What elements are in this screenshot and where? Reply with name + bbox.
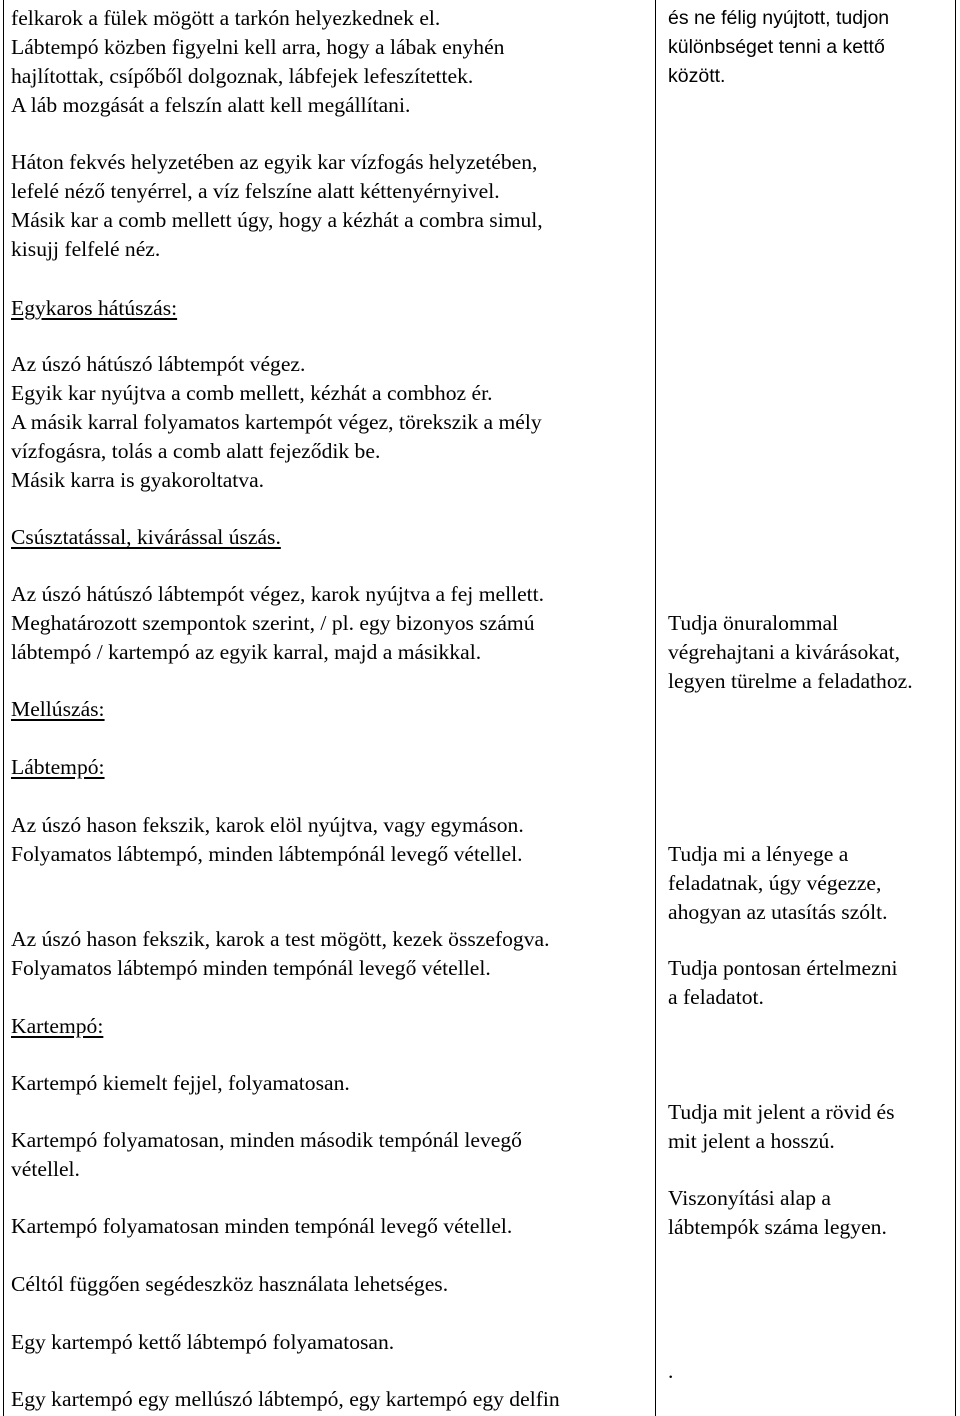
body-text-line: Egyik kar nyújtva a comb mellett, kézhát a combhoz ér. <box>11 381 493 405</box>
body-text-line: Másik kar a comb mellett úgy, hogy a kézhát a combra simul, <box>11 208 543 232</box>
body-text-line: Folyamatos lábtempó, minden lábtempónál levegő vétellel. <box>11 842 523 866</box>
body-text-line: lábtempó / kartempó az egyik karral, majd a másikkal. <box>11 640 482 664</box>
body-text-line: Kartempó folyamatosan minden tempónál levegő vétellel. <box>11 1214 513 1238</box>
body-text-line: Másik karra is gyakoroltatva. <box>11 468 265 492</box>
body-text-line: Az úszó hason fekszik, karok elöl nyújtva, vagy egymáson. <box>11 813 524 837</box>
body-text-line: Céltól függően segédeszköz használata lehetséges. <box>11 1272 449 1296</box>
note-text-line: a feladatot. <box>668 985 764 1009</box>
section-heading-mell: Mellúszás: <box>11 697 105 721</box>
body-text-line: felkarok a fülek mögött a tarkón helyezkednek el. <box>11 6 441 30</box>
note-text-line: különbséget tenni a kettő <box>668 36 885 58</box>
note-text-line: Viszonyítási alap a <box>668 1186 832 1210</box>
note-text-line: Tudja mi a lényege a <box>668 842 849 866</box>
note-text-line: lábtempók száma legyen. <box>668 1215 887 1239</box>
body-text-line: Folyamatos lábtempó minden tempónál levegő vétellel. <box>11 956 491 980</box>
note-text-line: végrehajtani a kivárásokat, <box>668 640 901 664</box>
note-text-line: ahogyan az utasítás szólt. <box>668 900 888 924</box>
body-text-line: lefelé néző tenyérrel, a víz felszíne alatt kéttenyérnyivel. <box>11 179 500 203</box>
note-text-line: között. <box>668 65 726 87</box>
note-text-line: mit jelent a hosszú. <box>668 1129 835 1153</box>
body-text-line: A láb mozgását a felszín alatt kell megállítani. <box>11 93 411 117</box>
body-text-line: Egy kartempó egy mellúszó lábtempó, egy kartempó egy delfin <box>11 1387 560 1411</box>
note-text-line: feladatnak, úgy végezze, <box>668 871 882 895</box>
body-text-line: hajlítottak, csípőből dolgoznak, lábfejek lefeszítettek. <box>11 64 474 88</box>
table-border-right <box>955 0 956 1416</box>
body-text-line: vétellel. <box>11 1157 80 1181</box>
table-column-divider <box>655 0 656 1416</box>
section-heading-csusztatas: Csúsztatással, kivárással úszás. <box>11 525 281 549</box>
section-heading-egykaros: Egykaros hátúszás: <box>11 296 178 320</box>
body-text-line: Lábtempó közben figyelni kell arra, hogy a lábak enyhén <box>11 35 505 59</box>
section-heading-kartempo: Kartempó: <box>11 1014 104 1038</box>
body-text-line: Egy kartempó kettő lábtempó folyamatosan. <box>11 1330 395 1354</box>
body-text-line: Az úszó hátúszó lábtempót végez. <box>11 352 306 376</box>
note-dot: . <box>668 1359 674 1383</box>
table-border-left <box>3 0 4 1416</box>
body-text-line: Kartempó kiemelt fejjel, folyamatosan. <box>11 1071 350 1095</box>
note-text-line: legyen türelme a feladathoz. <box>668 669 913 693</box>
body-text-line: vízfogásra, tolás a comb alatt fejeződik be. <box>11 439 381 463</box>
body-text-line: kisujj felfelé néz. <box>11 237 161 261</box>
body-text-line: Az úszó hátúszó lábtempót végez, karok nyújtva a fej mellett. <box>11 582 545 606</box>
body-text-line: Háton fekvés helyzetében az egyik kar vízfogás helyzetében, <box>11 150 538 174</box>
body-text-line: Meghatározott szempontok szerint, / pl. egy bizonyos számú <box>11 611 535 635</box>
note-text-line: Tudja mit jelent a rövid és <box>668 1100 895 1124</box>
note-text-line: Tudja önuralommal <box>668 611 839 635</box>
note-text-line: Tudja pontosan értelmezni <box>668 956 898 980</box>
section-heading-labtempo: Lábtempó: <box>11 755 105 779</box>
note-text-line: és ne félig nyújtott, tudjon <box>668 7 890 29</box>
body-text-line: Kartempó folyamatosan, minden második tempónál levegő <box>11 1128 522 1152</box>
body-text-line: A másik karral folyamatos kartempót végez, törekszik a mély <box>11 410 542 434</box>
body-text-line: Az úszó hason fekszik, karok a test mögött, kezek összefogva. <box>11 927 550 951</box>
